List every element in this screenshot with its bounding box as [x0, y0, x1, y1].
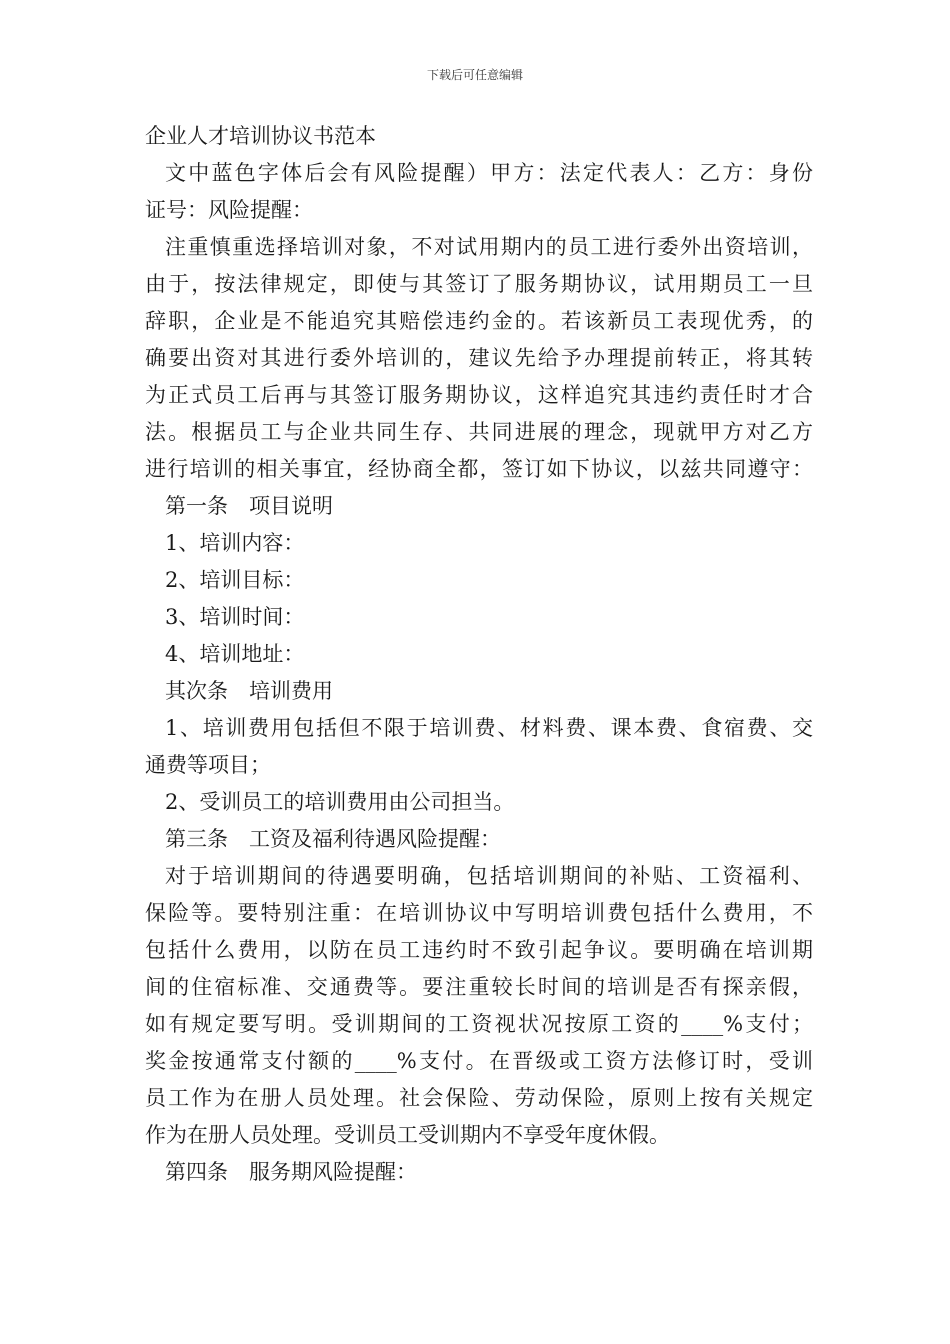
- text-line: 对于培训期间的待遇要明确，包括培训期间的补贴、工资福利、: [165, 864, 813, 888]
- paragraph-lines: [145, 155, 813, 1191]
- text-line: 其次条 培训费用: [165, 679, 333, 703]
- text-line: 证号：风险提醒：: [145, 198, 313, 222]
- text-line: 辞职，企业是不能追究其赔偿违约金的。若该新员工表现优秀，的: [145, 309, 813, 333]
- text-line: 注重慎重选择培训对象，不对试用期内的员工进行委外出资培训，: [165, 235, 813, 259]
- text-line: 员工作为在册人员处理。社会保险、劳动保险，原则上按有关规定: [145, 1086, 813, 1110]
- text-line: 包括什么费用，以防在员工违约时不致引起争议。要明确在培训期: [145, 938, 813, 962]
- page-header-note: 下载后可任意编辑: [426, 68, 523, 82]
- text-line: 由于，按法律规定，即使与其签订了服务期协议，试用期员工一旦: [145, 272, 813, 296]
- text-line: 第三条 工资及福利待遇风险提醒：: [165, 827, 501, 851]
- text-line: 1、培训费用包括但不限于培训费、材料费、课本费、食宿费、交: [165, 716, 813, 740]
- text-line: 保险等。要特别注重：在培训协议中写明培训费包括什么费用，不: [145, 901, 813, 925]
- text-line: 确要出资对其进行委外培训的，建议先给予办理提前转正，将其转: [145, 346, 813, 370]
- text-line: 第一条 项目说明: [165, 494, 333, 518]
- text-line: 法。根据员工与企业共同生存、共同进展的理念，现就甲方对乙方: [145, 420, 813, 444]
- text-line: 作为在册人员处理。受训员工受训期内不享受年度休假。: [145, 1123, 670, 1147]
- text-line: 第四条 服务期风险提醒：: [165, 1160, 417, 1184]
- text-line: 如有规定要写明。受训期间的工资视状况按原工资的____%支付；: [145, 1012, 813, 1036]
- text-line: 3、培训时间：: [165, 605, 305, 629]
- text-line: 通费等项目；: [145, 753, 271, 777]
- text-line: 4、培训地址：: [165, 642, 305, 666]
- text-line: 2、受训员工的培训费用由公司担当。: [165, 790, 515, 814]
- text-line: 2、培训目标：: [165, 568, 305, 592]
- text-line: 为正式员工后再与其签订服务期协议，这样追究其违约责任时才合: [145, 383, 813, 407]
- document-body: [145, 118, 813, 1191]
- text-line: 间的住宿标准、交通费等。要注重较长时间的培训是否有探亲假，: [145, 975, 813, 999]
- text-line: 文中蓝色字体后会有风险提醒）甲方：法定代表人：乙方：身份: [165, 161, 813, 185]
- text-line: 奖金按通常支付额的____%支付。在晋级或工资方法修订时，受训: [145, 1049, 813, 1073]
- text-line: 进行培训的相关事宜，经协商全都，签订如下协议，以兹共同遵守：: [145, 457, 813, 481]
- document-title: 企业人才培训协议书范本: [145, 124, 376, 148]
- text-line: 1、培训内容：: [165, 531, 305, 555]
